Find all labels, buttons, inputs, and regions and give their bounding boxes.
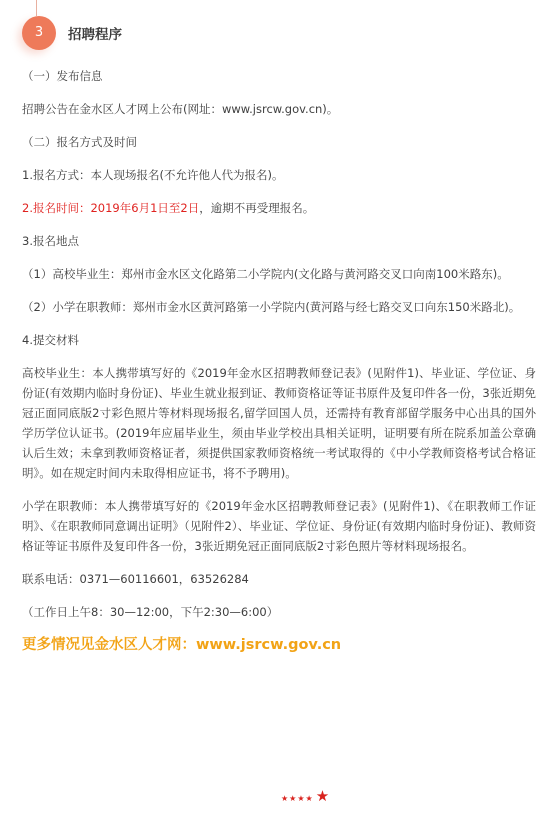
publish-info: 招聘公告在金水区人才网上公布(网址：www.jsrcw.gov.cn)。 bbox=[22, 102, 339, 116]
section-number-badge: 3 bbox=[22, 16, 56, 50]
registration-method: 1.报名方式：本人现场报名(不允许他人代为报名)。 bbox=[22, 168, 284, 182]
section-header bbox=[14, 14, 544, 54]
article-body bbox=[22, 66, 536, 655]
star-icon: ★ bbox=[305, 794, 313, 803]
registration-time-number: 2. bbox=[22, 201, 33, 215]
registration-time bbox=[22, 198, 536, 218]
more-info-link[interactable]: 更多情况见金水区人才网：www.jsrcw.gov.cn bbox=[22, 637, 342, 653]
subheading-registration: （二）报名方式及时间 bbox=[22, 135, 137, 149]
location-teachers: （2）小学在职教师：郑州市金水区黄河路第一小学院内(黄河路与经七路交叉口向东150米路北)。 bbox=[22, 300, 521, 314]
star-icon: ★ bbox=[297, 794, 305, 803]
contact-phone: 联系电话：0371—60116601，63526284 bbox=[22, 572, 249, 586]
registration-time-highlight: 报名时间：2019年6月1日至2日 bbox=[32, 201, 200, 215]
materials-graduates: 高校毕业生：本人携带填写好的《2019年金水区招聘教师登记表》(见附件1)、毕业证、学位证、身份证(有效期内临时身份证)、毕业生就业报到证、教师资格证等证书原件及复印件各一份，3张近期免冠正面同底版2寸彩色照片等材料现场报名,留学回国人员，还需持有教育部留学服务中心出具的国外学历学位认证书。(2019年应届毕业生，须由毕业学校出具相关证明，证明要有所在院系加盖公章确认后生效；未拿到教师资格证者，须提供国家教师资格统一考试取得的《中小学教师资格考试合格证明》。如在规定时间内未取得相应证书，将不予聘用)。 bbox=[22, 366, 536, 480]
badge-connector-line bbox=[36, 0, 43, 16]
subheading-materials: 4.提交材料 bbox=[22, 333, 79, 347]
location-graduates: （1）高校毕业生：郑州市金水区文化路第二小学院内(文化路与黄河路交叉口向南100米路东)。 bbox=[22, 267, 509, 281]
materials-teachers: 小学在职教师：本人携带填写好的《2019年金水区招聘教师登记表》(见附件1)、《在职教师工作证明》、《在职教师同意调出证明》（见附件2）、毕业证、学位证、身份证(有效期内临时身份证)、教师资格证等证书原件及复印件各一份，3张近期免冠正面同底版2寸彩色照片等材料现场报名。 bbox=[22, 499, 536, 553]
star-icon: ★ bbox=[281, 794, 289, 803]
registration-time-note: ，逾期不再受理报名。 bbox=[199, 201, 315, 215]
office-hours: （工作日上午8：30—12:00，下午2:30—6:00） bbox=[22, 605, 279, 619]
section-title: 招聘程序 bbox=[68, 27, 122, 43]
subheading-location: 3.报名地点 bbox=[22, 234, 79, 248]
star-icon: ★ bbox=[289, 794, 297, 803]
star-divider bbox=[281, 786, 330, 805]
star-large-icon: ★ bbox=[315, 787, 330, 805]
subheading-publish: （一）发布信息 bbox=[22, 69, 103, 83]
